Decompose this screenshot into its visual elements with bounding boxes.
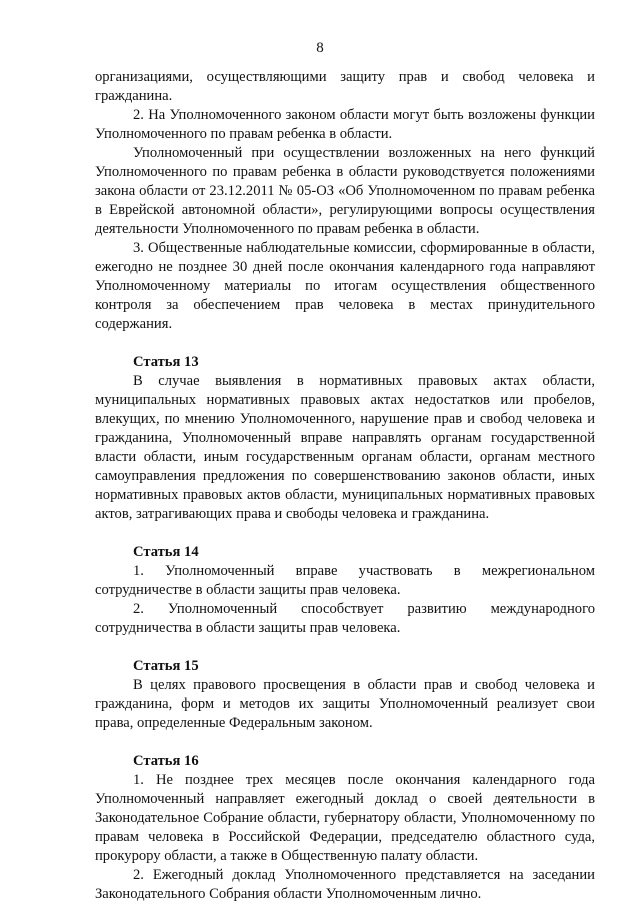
article-13-heading: Статья 13 <box>133 354 199 370</box>
article-14-heading: Статья 14 <box>133 544 199 560</box>
article-14-paragraph-2: 2. Уполномоченный способствует развитию международного сотрудничества в области защиты прав человека. <box>95 601 595 636</box>
article-15-paragraph-1: В целях правового просвещения в области прав и свобод человека и гражданина, форм и методов их защиты Уполномоченный реализует свои права, определенные Федеральным законом. <box>95 677 595 731</box>
intro-paragraph-1: организациями, осуществляющими защиту прав и свобод человека и гражданина. <box>95 69 595 104</box>
section-gap <box>95 733 595 752</box>
intro-paragraph-4: 3. Общественные наблюдательные комиссии, сформированные в области, ежегодно не позднее 30 дней после окончания календарного года направляют Уполномоченному материалы по итогам осуществления общественного контроля за обеспечением прав человека в местах принудительного содержания. <box>95 240 595 332</box>
page-number: 8 <box>316 40 324 56</box>
intro-paragraph-2: 2. На Уполномоченного законом области могут быть возложены функции Уполномоченного по правам ребенка в области. <box>95 107 595 142</box>
section-gap <box>95 524 595 543</box>
article-16-paragraph-2: 2. Ежегодный доклад Уполномоченного представляется на заседании Законодательного Собрания области Уполномоченным лично. <box>95 867 595 902</box>
article-16-paragraph-1: 1. Не позднее трех месяцев после окончания календарного года Уполномоченный направляет ежегодный доклад о своей деятельности в Законодательное Собрание области, губернатору области, Уполномоченному по правам человека в Российской Федерации, председателю областного суда, прокурору области, а также в Общественную палату области. <box>95 772 595 864</box>
article-14-paragraph-1: 1. Уполномоченный вправе участвовать в межрегиональном сотрудничестве в области защиты прав человека. <box>95 563 595 598</box>
section-gap <box>95 334 595 353</box>
article-16-heading: Статья 16 <box>133 753 199 769</box>
document-body <box>95 68 595 904</box>
intro-paragraph-3: Уполномоченный при осуществлении возложенных на него функций Уполномоченного по правам ребенка в области руководствуется положениями закона области от 23.12.2011 № 05-ОЗ «Об Уполномоченном по правам ребенка в Еврейской автономной области», регулирующими вопросы осуществления деятельности Уполномоченного по правам ребенка в области. <box>95 145 595 237</box>
article-13-paragraph-1: В случае выявления в нормативных правовых актах области, муниципальных нормативных правовых актах недостатков или пробелов, влекущих, по мнению Уполномоченного, нарушение прав и свобод человека и гражданина, Уполномоченный вправе направлять органам государственной власти области, иным государственным органам области, органам местного самоуправления предложения по совершенствованию законов области, иных нормативных правовых актов области, муниципальных нормативных правовых актов, затрагивающих права и свободы человека и гражданина. <box>95 373 595 522</box>
section-gap <box>95 638 595 657</box>
article-15-heading: Статья 15 <box>133 658 199 674</box>
